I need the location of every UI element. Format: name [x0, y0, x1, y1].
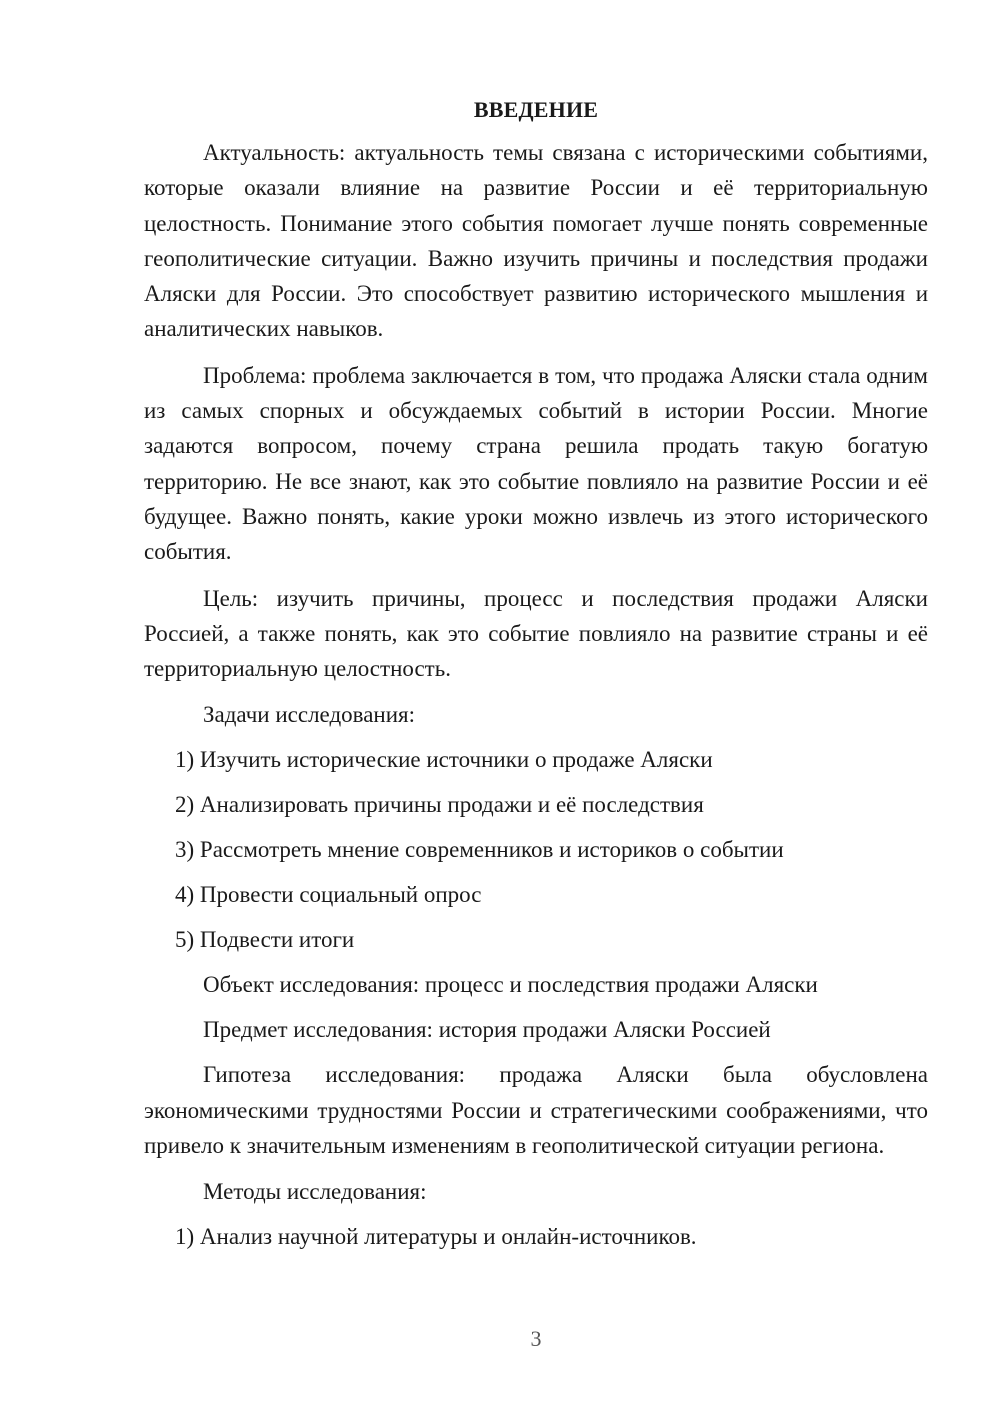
document-page: [144, 92, 928, 1264]
task-item: 1) Изучить исторические источники о продаже Аляски: [175, 747, 713, 773]
task-item: 4) Провести социальный опрос: [175, 882, 482, 908]
page-number: 3: [530, 1326, 542, 1351]
task-item: 5) Подвести итоги: [175, 927, 355, 953]
method-item: 1) Анализ научной литературы и онлайн-источников.: [175, 1224, 697, 1250]
goal-paragraph: Цель: изучить причины, процесс и последствия продажи Аляски Россией, а также понять, как это событие повлияло на развитие страны и её территориальную целостность.: [144, 585, 928, 682]
problem-paragraph: Проблема: проблема заключается в том, что продажа Аляски стала одним из самых спорных и обсуждаемых событий в истории России. Многие задаются вопросом, почему страна решила продать такую богатую территорию. Не все знают, как это событие повлияло на развитие России и её будущее. Важно понять, какие уроки можно извлечь из этого исторического события.: [144, 362, 928, 565]
task-item: 2) Анализировать причины продажи и её последствия: [175, 792, 704, 818]
relevance-paragraph: Актуальность: актуальность темы связана с историческими событиями, которые оказали влияние на развитие России и её территориальную целостность. Понимание этого события помогает лучше понять современные геополитические ситуации. Важно изучить причины и последствия продажи Аляски для России. Это способствует развитию исторического мышления и аналитических навыков.: [144, 140, 928, 342]
page-title: ВВЕДЕНИЕ: [473, 97, 599, 122]
research-object: Объект исследования: процесс и последствия продажи Аляски: [203, 972, 818, 998]
hypothesis-paragraph: Гипотеза исследования: продажа Аляски была обусловлена экономическими трудностями России и стратегическими соображениями, что привело к значительным изменениям в геополитической ситуации региона.: [144, 1062, 928, 1159]
tasks-heading: Задачи исследования:: [203, 702, 416, 728]
methods-heading: Методы исследования:: [203, 1179, 427, 1205]
task-item: 3) Рассмотреть мнение современников и историков о событии: [175, 837, 784, 863]
research-subject: Предмет исследования: история продажи Аляски Россией: [203, 1017, 771, 1043]
